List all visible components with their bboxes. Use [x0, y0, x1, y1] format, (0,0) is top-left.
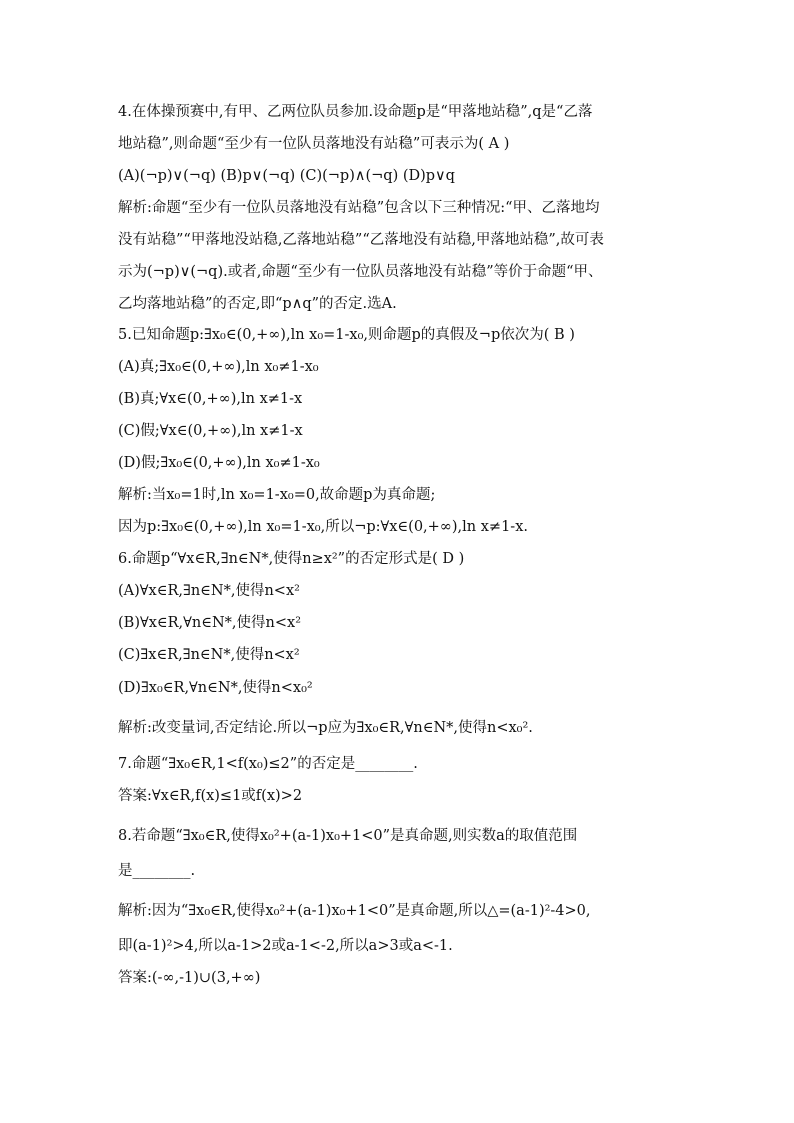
q8-answer: 答案:(-∞,-1)∪(3,+∞)	[118, 970, 261, 986]
q4-options: (A)(¬p)∨(¬q) (B)p∨(¬q) (C)(¬p)∧(¬q) (D)p∨q	[118, 168, 455, 184]
q4-analysis-line2: 没有站稳”“甲落地没站稳,乙落地站稳”“乙落地没有站稳,甲落地站稳”,故可表	[118, 232, 604, 248]
q4-analysis-line1: 解析:命题“至少有一位队员落地没有站稳”包含以下三种情况:“甲、乙落地均	[118, 200, 600, 216]
q4-analysis-line4: 乙均落地站稳”的否定,即“p∧q”的否定.选A.	[118, 296, 397, 312]
q6-option-b: (B)∀x∈R,∀n∈N*,使得n<x²	[118, 615, 302, 631]
q5-analysis-line2: 因为p:∃x₀∈(0,+∞),ln x₀=1-x₀,所以¬p:∀x∈(0,+∞),ln x≠1-x.	[118, 519, 528, 535]
q8-stem-line1: 8.若命题“∃x₀∈R,使得x₀²+(a-1)x₀+1<0”是真命题,则实数a的取值范围	[118, 828, 578, 844]
q8-analysis-line1: 解析:因为“∃x₀∈R,使得x₀²+(a-1)x₀+1<0”是真命题,所以△=(a-1)²-4>0,	[118, 903, 591, 919]
q6-analysis: 解析:改变量词,否定结论.所以¬p应为∃x₀∈R,∀n∈N*,使得n<x₀².	[118, 720, 533, 736]
q5-option-d: (D)假;∃x₀∈(0,+∞),ln x₀≠1-x₀	[118, 455, 320, 471]
q4-stem-line1: 4.在体操预赛中,有甲、乙两位队员参加.设命题p是“甲落地站稳”,q是“乙落	[118, 104, 593, 120]
q6-option-d: (D)∃x₀∈R,∀n∈N*,使得n<x₀²	[118, 680, 313, 696]
q6-option-c: (C)∃x∈R,∃n∈N*,使得n<x²	[118, 647, 300, 663]
q5-option-b: (B)真;∀x∈(0,+∞),ln x≠1-x	[118, 391, 303, 407]
q4-analysis-line3: 示为(¬p)∨(¬q).或者,命题“至少有一位队员落地没有站稳”等价于命题“甲、	[118, 264, 603, 280]
q7-stem: 7.命题“∃x₀∈R,1<f(x₀)≤2”的否定是________.	[118, 756, 418, 772]
q5-option-c: (C)假;∀x∈(0,+∞),ln x≠1-x	[118, 423, 303, 439]
q6-stem: 6.命题p“∀x∈R,∃n∈N*,使得n≥x²”的否定形式是( D )	[118, 551, 465, 567]
q6-option-a: (A)∀x∈R,∃n∈N*,使得n<x²	[118, 583, 300, 599]
q7-answer: 答案:∀x∈R,f(x)≤1或f(x)>2	[118, 788, 303, 804]
q8-analysis-line2: 即(a-1)²>4,所以a-1>2或a-1<-2,所以a>3或a<-1.	[118, 938, 453, 954]
q5-option-a: (A)真;∃x₀∈(0,+∞),ln x₀≠1-x₀	[118, 359, 319, 375]
q5-stem: 5.已知命题p:∃x₀∈(0,+∞),ln x₀=1-x₀,则命题p的真假及¬p依次为( B )	[118, 327, 575, 343]
q8-stem-line2: 是________.	[118, 863, 196, 879]
q5-analysis-line1: 解析:当x₀=1时,ln x₀=1-x₀=0,故命题p为真命题;	[118, 487, 436, 503]
q4-stem-line2: 地站稳”,则命题“至少有一位队员落地没有站稳”可表示为( A )	[118, 136, 510, 152]
